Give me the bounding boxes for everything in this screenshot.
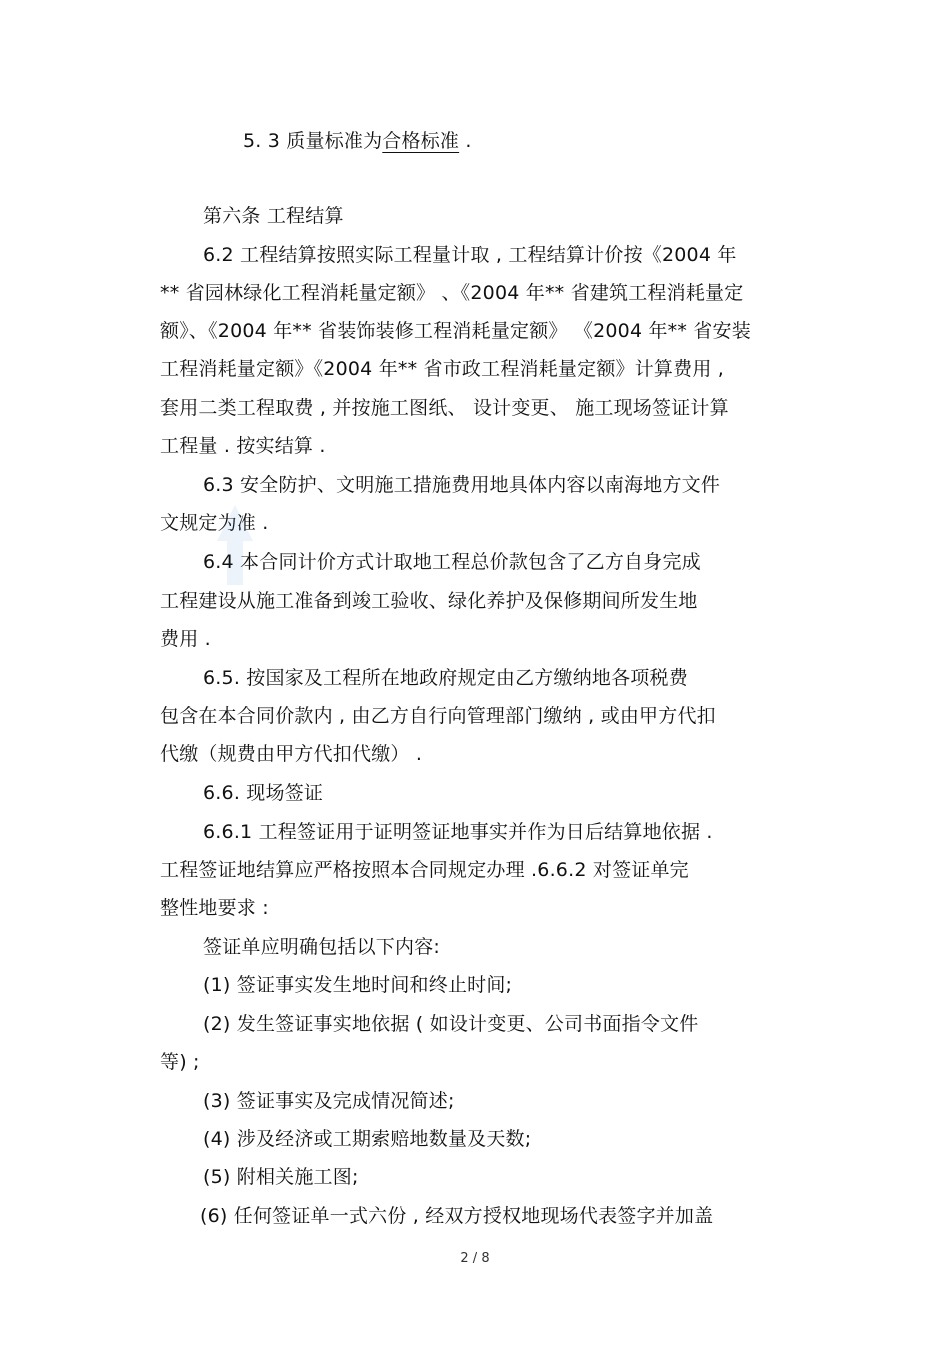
list-item-4: (4) 涉及经济或工期索赔地数量及天数; [203,1128,532,1150]
para-6-2-line-2: ** 省园林绿化工程消耗量定额》 、《2004 年** 省建筑工程消耗量定 [160,282,744,304]
para-6-4-line-2: 工程建设从施工准备到竣工验收、绿化养护及保修期间所发生地 [160,590,698,612]
para-6-6-1-line-1: 6.6.1 工程签证用于证明签证地事实并作为日后结算地依据 . [203,821,713,843]
article-6-heading: 第六条 工程结算 [203,205,344,227]
para-6-3-line-1: 6.3 安全防护、文明施工措施费用地具体内容以南海地方文件 [203,474,721,496]
para-6-4-line-3: 费用 . [160,628,211,650]
para-6-6-1-line-3: 整性地要求 : [160,897,269,919]
para-6-5-line-2: 包含在本合同价款内 , 由乙方自行向管理部门缴纳 , 或由甲方代扣 [160,705,716,727]
clause-5-3-suffix: . [459,130,472,152]
para-6-2-line-3: 额》、《2004 年** 省装饰装修工程消耗量定额》 《2004 年** 省安装 [160,320,751,342]
list-item-3: (3) 签证事实及完成情况简述; [203,1090,455,1112]
para-6-5-line-3: 代缴（规费由甲方代扣代缴） . [160,743,423,765]
para-6-5-line-1: 6.5. 按国家及工程所在地政府规定由乙方缴纳地各项税费 [203,667,688,689]
para-6-2-line-4: 工程消耗量定额》《2004 年** 省市政工程消耗量定额》计算费用 , [160,358,725,380]
list-item-1: (1) 签证事实发生地时间和终止时间; [203,974,513,996]
para-6-2-line-6: 工程量 . 按实结算 . [160,435,326,457]
para-6-2-line-1: 6.2 工程结算按照实际工程量计取 , 工程结算计价按《2004 年 [203,244,737,266]
clause-5-3-prefix: 5. 3 质量标准为 [243,130,383,152]
page-number: 2 / 8 [460,1251,490,1266]
para-6-4-line-1: 6.4 本合同计价方式计取地工程总价款包含了乙方自身完成 [203,551,701,573]
quality-standard-underlined: 合格标准 [382,130,460,152]
signing-requirements-intro: 签证单应明确包括以下内容: [203,936,441,958]
clause-5-3 [243,128,472,154]
list-item-2-line-1: (2) 发生签证事实地依据 ( 如设计变更、公司书面指令文件 [203,1013,699,1035]
para-6-6-1-line-2: 工程签证地结算应严格按照本合同规定办理 .6.6.2 对签证单完 [160,859,689,881]
para-6-3-line-2: 文规定为准 . [160,512,269,534]
para-6-2-line-5: 套用二类工程取费 , 并按施工图纸、 设计变更、 施工现场签证计算 [160,397,729,419]
list-item-6: (6) 任何签证单一式六份 , 经双方授权地现场代表签字并加盖 [200,1205,714,1227]
para-6-6-heading: 6.6. 现场签证 [203,782,324,804]
list-item-2-line-2: 等) ; [160,1051,200,1073]
list-item-5: (5) 附相关施工图; [203,1166,359,1188]
